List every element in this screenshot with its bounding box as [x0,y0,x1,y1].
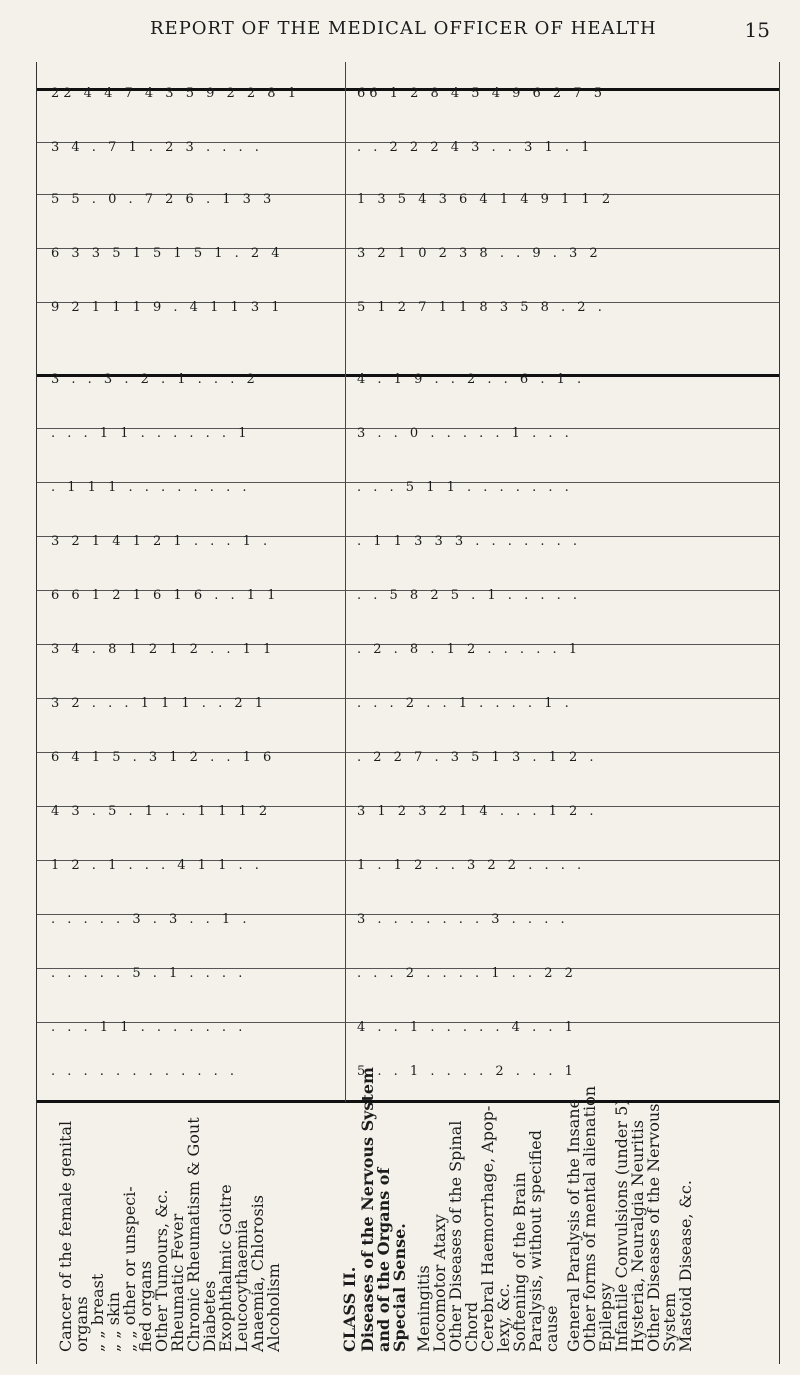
digit-row-right: 3 . . 0 . . . . . 1 . . . [357,426,573,441]
class-subheading-2: and of the Organs of [374,1167,393,1352]
row-label-spinal-diseases: Other Diseases of the Spinal [446,1120,465,1352]
row-label-rheumatic-fever: Rheumatic Fever [168,1213,187,1352]
page-title: REPORT OF THE MEDICAL OFFICER OF HEALTH [150,18,657,39]
row-label-other-nervous: Other Diseases of the Nervous [644,1103,663,1352]
row-label-paralysis: Paralysis, without specified [526,1129,545,1352]
digit-row-left: 6 3 3 5 1 5 1 5 1 . 2 4 [51,246,284,261]
digit-row-left: 3 . . 3 . 2 . 1 . . . 2 [51,372,259,387]
digit-row-right: 1 . 1 2 . . 3 2 2 . . . . [357,858,586,873]
row-label-chronic-rheumatism: Chronic Rheumatism & Gout [184,1117,203,1352]
digit-row-left: 3 4 . 7 1 . 2 3 . . . . [51,140,263,155]
page-number: 15 [744,18,770,42]
digit-row-right: . . 5 8 2 5 . 1 . . . . . [357,588,582,603]
row-label-general-paralysis: General Paralysis of the Insane [564,1098,583,1352]
digit-row-right: 4 . 1 9 . . 2 . . 6 . 1 . [357,372,586,387]
row-label-infantile-convulsions: Infantile Convulsions (under 5) [612,1099,631,1352]
row-label-cause: cause [542,1305,561,1352]
digit-row-left: 1 2 . 1 . . . 4 1 1 . . [51,858,263,873]
digit-row-right: 1 3 5 4 3 6 4 1 4 9 1 1 2 [357,192,615,207]
digit-row-right: . . . 2 . . . . 1 . . 2 2 [357,966,577,981]
row-label-hysteria: Hysteria, Neuralgia Neuritis [628,1120,647,1352]
row-label-chord: Chord [462,1301,481,1352]
class-subheading: Diseases of the Nervous System [358,1067,377,1352]
digit-row-left: 6 6 1 2 1 6 1 6 . . 1 1 [51,588,280,603]
row-label-lexy: lexy, &c. [494,1283,513,1352]
digit-row-right: 3 2 1 0 2 3 8 . . 9 . 3 2 [357,246,602,261]
digit-row-left: . . . . . . . . . . . . [51,1064,239,1079]
digit-row-left: 9 2 1 1 1 9 . 4 1 1 3 1 [51,300,284,315]
row-label-system: System [660,1292,679,1352]
digit-row-left: . 1 1 1 . . . . . . . . [51,480,251,495]
digit-row-right: 3 1 2 3 2 1 4 . . . 1 2 . [357,804,598,819]
digit-row-right: . 1 1 3 3 3 . . . . . . . [357,534,582,549]
digit-row-right: . . 2 2 2 4 3 . . 3 1 . 1 [357,140,594,155]
row-label-locomotor-ataxy: Locomotor Ataxy [430,1214,449,1352]
row-label-breast: „ „ breast [88,1273,107,1352]
row-label-alcoholism: Alcoholism [264,1263,283,1352]
row-label-cerebral-haemorrhage: Cerebral Haemorrhage, Apop- [478,1105,497,1352]
digit-row-right: 5 . . 1 . . . . 2 . . . 1 [357,1064,577,1079]
digit-row-left: 3 2 . . . 1 1 1 . . 2 1 [51,696,268,711]
digit-row-left: . . . . . 5 . 1 . . . . [51,966,247,981]
digit-row-left: 6 4 1 5 . 3 1 2 . . 1 6 [51,750,276,765]
row-label-skin: „ „ skin [104,1291,123,1352]
digit-row-right: 5 1 2 7 1 1 8 3 5 8 . 2 . [357,300,606,315]
digit-row-left: . . . 1 1 . . . . . . . [51,1020,247,1035]
row-label-softening-brain: Softening of the Brain [510,1172,529,1352]
digit-row-left: 4 3 . 5 . 1 . . 1 1 1 2 [51,804,272,819]
digit-row-left: 5 5 . 0 . 7 2 6 . 1 3 3 [51,192,276,207]
row-label-mastoid: Mastoid Disease, &c. [676,1180,695,1352]
digit-row-right: . . . 2 . . 1 . . . . 1 . [357,696,573,711]
digit-row-right: . . . 5 1 1 . . . . . . . [357,480,573,495]
class-subheading-3: Special Sense. [390,1223,409,1352]
digit-row-left: 3 2 1 4 1 2 1 . . . 1 . [51,534,272,549]
row-label-organs: organs [72,1296,91,1352]
statistics-table [36,62,780,1364]
class-heading: CLASS II. [340,1266,359,1352]
row-label-diabetes: Diabetes [200,1280,219,1352]
digit-row-right: 3 . . . . . . . 3 . . . . [357,912,569,927]
row-label-cancer-female-genital: Cancer of the female genital [56,1120,75,1352]
digit-row-left: . . . . . 3 . 3 . . 1 . [51,912,251,927]
digit-row-left: 3 4 . 8 1 2 1 2 . . 1 1 [51,642,276,657]
row-label-fied-organs: fied organs [136,1260,155,1352]
row-label-other-tumours: Other Tumours, &c. [152,1189,171,1352]
digit-row-right: . 2 . 8 . 1 2 . . . . . 1 [357,642,582,657]
row-label-mental-alienation: Other forms of mental alienation [580,1085,599,1352]
row-label-anaemia: Anaemia, Chlorosis [248,1195,267,1352]
row-label-other-unspecified: „ „ other or unspeci- [120,1186,139,1352]
row-label-meningitis: Meningitis [414,1265,433,1352]
row-label-exophthalmic-goitre: Exophthalmic Goitre [216,1184,235,1352]
row-label-epilepsy: Epilepsy [596,1282,615,1352]
digit-row-right: 66 1 2 8 4 5 4 9 6 2 7 5 [357,86,606,101]
digit-row-right: 4 . . 1 . . . . . 4 . . 1 [357,1020,577,1035]
column-divider [345,62,346,1102]
digit-row-left: . . . 1 1 . . . . . . 1 [51,426,251,441]
digit-row-right: . 2 2 7 . 3 5 1 3 . 1 2 . [357,750,598,765]
row-label-leucocythaemia: Leucocythaemia [232,1219,251,1352]
digit-row-left: 22 4 4 7 4 3 5 9 2 2 8 1 [51,86,300,101]
